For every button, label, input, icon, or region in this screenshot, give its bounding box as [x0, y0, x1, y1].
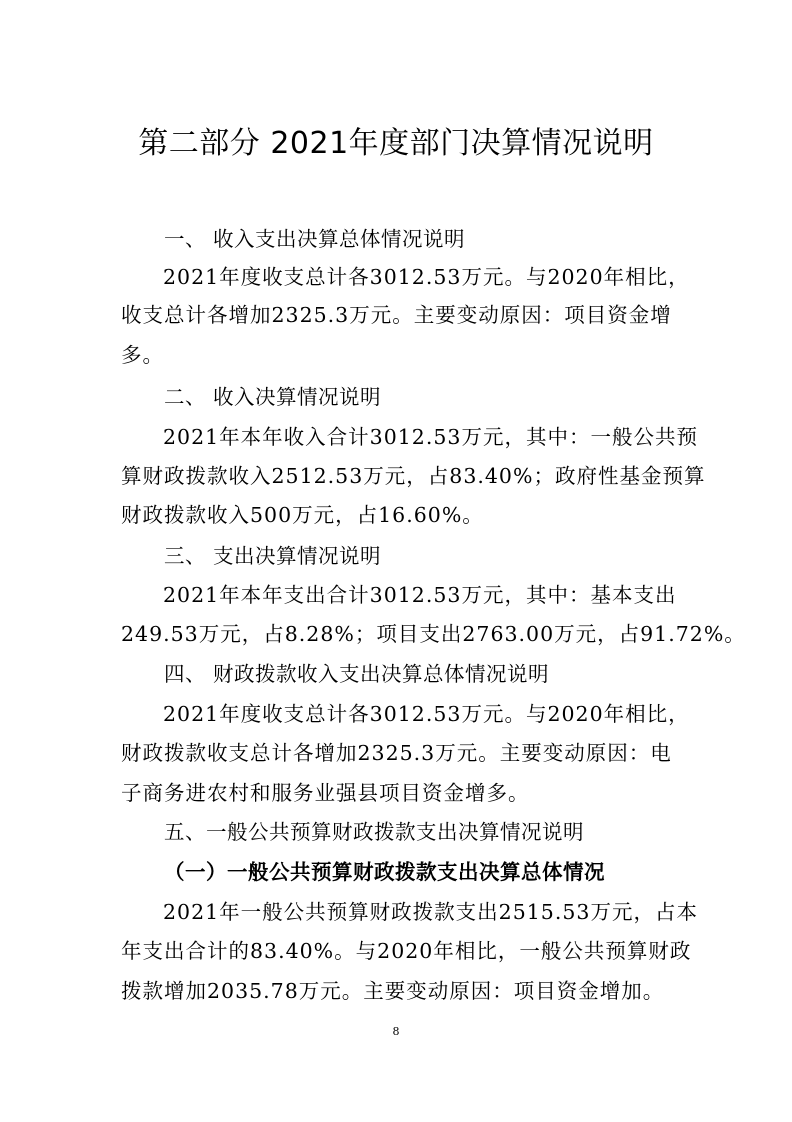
- section-3-line-1: 2021年本年支出合计3012.53万元，其中：基本支出: [163, 583, 677, 607]
- section-2-line-2: 算财政拨款收入2512.53万元，占83.40%；政府性基金预算: [121, 464, 706, 488]
- section-1-line-3: 多。: [121, 343, 164, 367]
- page-number: 8: [392, 1025, 400, 1038]
- section-5-line-1: 2021年一般公共预算财政拨款支出2515.53万元，占本: [163, 900, 698, 924]
- section-5-heading: 五、一般公共预算财政拨款支出决算情况说明: [164, 820, 584, 844]
- section-4-line-3: 子商务进农村和服务业强县项目资金增多。: [121, 781, 530, 805]
- section-1-line-1: 2021年度收支总计各3012.53万元。与2020年相比，: [163, 265, 690, 289]
- section-4-line-1: 2021年度收支总计各3012.53万元。与2020年相比，: [163, 702, 690, 726]
- section-2-line-3: 财政拨款收入500万元，占16.60%。: [121, 503, 484, 527]
- section-4-line-2: 财政拨款收支总计各增加2325.3万元。主要变动原因：电: [121, 741, 672, 765]
- section-5-line-3: 拨款增加2035.78万元。主要变动原因：项目资金增加。: [121, 979, 665, 1003]
- section-5-line-2: 年支出合计的83.40%。与2020年相比，一般公共预算财政: [121, 939, 692, 963]
- section-3-heading: 三、 支出决算情况说明: [164, 544, 382, 568]
- section-3-line-2: 249.53万元，占8.28%；项目支出2763.00万元，占91.72%。: [121, 622, 746, 646]
- page-title: 第二部分 2021年度部门决算情况说明: [138, 126, 654, 161]
- section-2-line-1: 2021年本年收入合计3012.53万元，其中：一般公共预: [163, 425, 698, 449]
- section-4-heading: 四、 财政拨款收入支出决算总体情况说明: [164, 662, 550, 686]
- section-1-heading: 一、 收入支出决算总体情况说明: [164, 227, 466, 251]
- section-2-heading: 二、 收入决算情况说明: [164, 385, 382, 409]
- section-5-subheading: （一）一般公共预算财政拨款支出决算总体情况: [164, 860, 605, 884]
- section-1-line-2: 收支总计各增加2325.3万元。主要变动原因：项目资金增: [121, 303, 672, 327]
